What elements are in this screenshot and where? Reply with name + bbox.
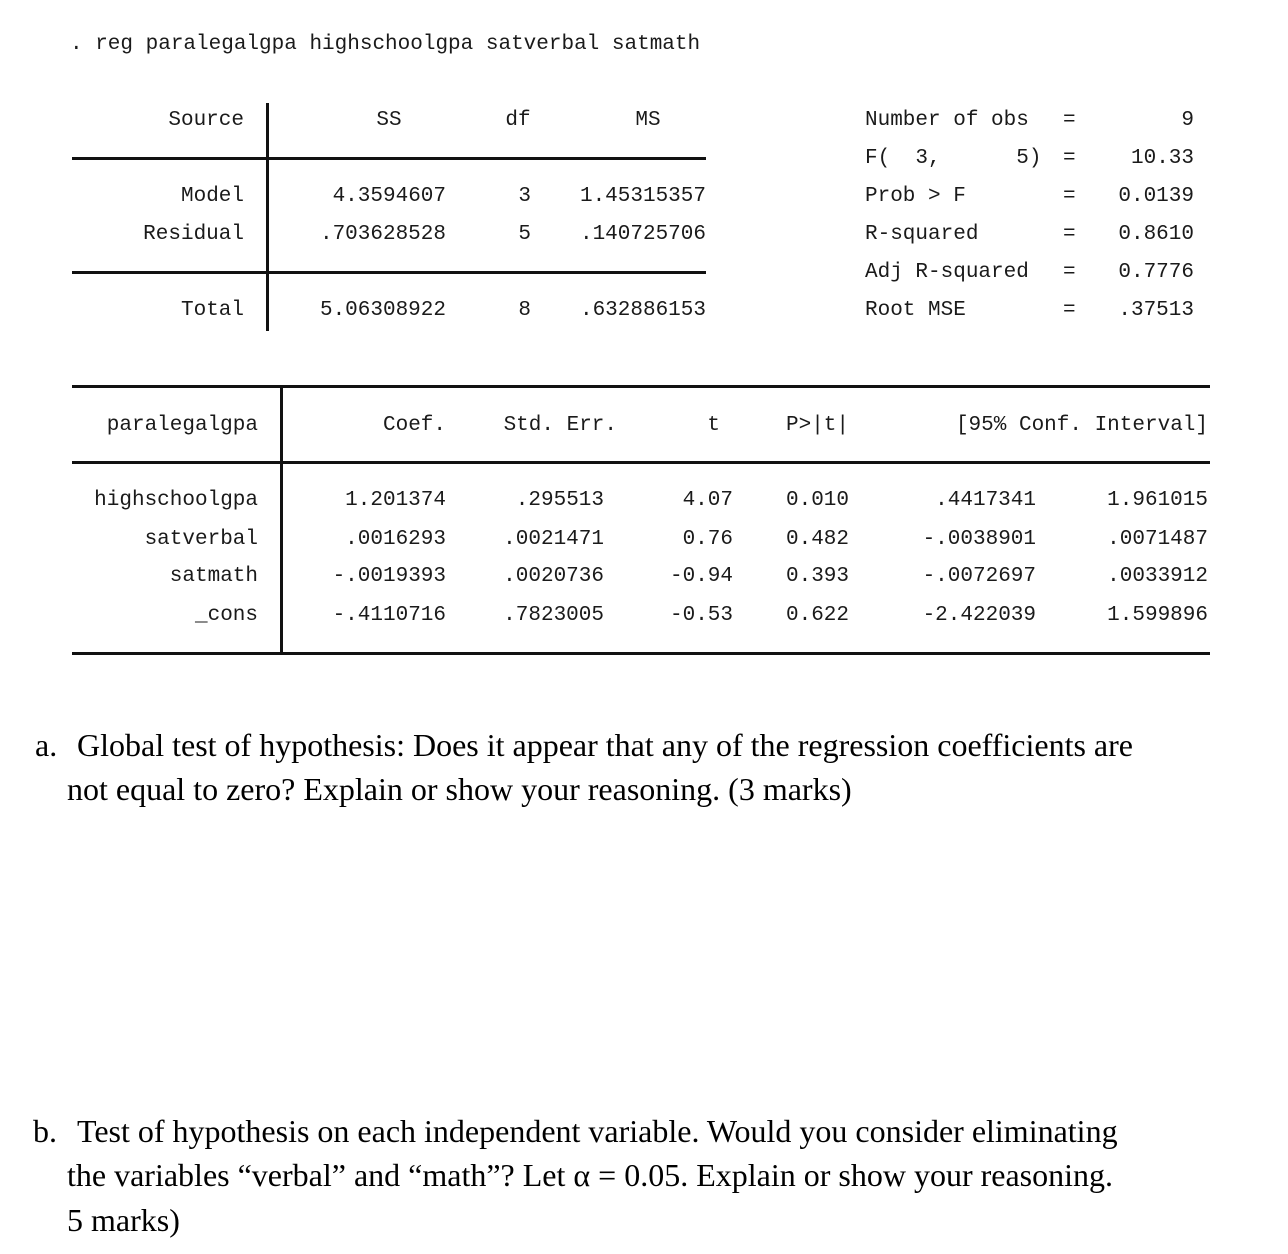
header-t: t — [707, 414, 720, 437]
stat-equals: = — [1063, 185, 1076, 208]
question-text-line: not equal to zero? Explain or show your reasoning. (3 marks) — [67, 771, 852, 807]
anova-df-cell: 3 — [518, 185, 531, 208]
stat-label: F( 3, 5) — [865, 147, 1042, 170]
stat-value: 10.33 — [1130, 147, 1194, 170]
stat-equals: = — [1063, 223, 1076, 246]
header-depvar: paralegalgpa — [106, 414, 258, 437]
question-text-line: the variables “verbal” and “math”? Let α = 0.05. Explain or show your reasoning. — [67, 1157, 1114, 1193]
stderr-cell: .0020736 — [503, 565, 604, 588]
t-stat-cell: 4.07 — [682, 489, 733, 512]
header-coef: Coef. — [382, 414, 446, 437]
anova-total-source: Total — [180, 299, 244, 322]
question-text-line: Global test of hypothesis: Does it appear that any of the regression coefficients are — [77, 727, 1133, 763]
stderr-cell: .295513 — [515, 489, 604, 512]
stat-label: Number of obs — [865, 109, 1029, 132]
ci-lower-cell: .4417341 — [935, 489, 1036, 512]
anova-header-rule — [72, 157, 706, 160]
stat-label: Prob > F — [865, 185, 966, 208]
ci-upper-cell: 1.961015 — [1107, 489, 1208, 512]
ci-lower-cell: -.0072697 — [922, 565, 1036, 588]
stat-label: R-squared — [865, 223, 979, 246]
question-marker: a. — [35, 727, 58, 763]
header-df: df — [505, 109, 531, 132]
anova-divider — [266, 103, 269, 331]
var-name-cell: highschoolgpa — [94, 489, 258, 512]
anova-source-cell: Residual — [143, 223, 244, 246]
question-marker: b. — [33, 1113, 57, 1149]
stat-value: 9 — [1181, 109, 1194, 132]
header-pvalue: P>|t| — [785, 414, 849, 437]
anova-source-cell: Model — [180, 185, 244, 208]
header-ms: MS — [635, 109, 661, 132]
anova-df-cell: 5 — [518, 223, 531, 246]
stat-value: 0.7776 — [1118, 261, 1194, 284]
coef-divider — [280, 386, 283, 654]
var-name-cell: satmath — [169, 565, 258, 588]
anova-total-rule — [72, 271, 706, 274]
anova-total-df: 8 — [518, 299, 531, 322]
stat-equals: = — [1063, 147, 1076, 170]
coef-cell: -.4110716 — [332, 604, 446, 627]
stat-value: .37513 — [1118, 299, 1194, 322]
anova-total-ss: 5.06308922 — [319, 299, 446, 322]
question-text-line: Test of hypothesis on each independent variable. Would you consider eliminating — [77, 1113, 1118, 1149]
header-stderr: Std. Err. — [503, 414, 617, 437]
p-value-cell: 0.393 — [785, 565, 849, 588]
command-line: . reg paralegalgpa highschoolgpa satverbal satmath — [70, 33, 701, 56]
stat-value: 0.8610 — [1118, 223, 1194, 246]
t-stat-cell: -0.53 — [669, 604, 733, 627]
stderr-cell: .0021471 — [503, 528, 604, 551]
stat-value: 0.0139 — [1118, 185, 1194, 208]
header-conf-interval: [95% Conf. Interval] — [955, 414, 1208, 437]
var-name-cell: satverbal — [144, 528, 258, 551]
stat-label: Adj R-squared — [865, 261, 1029, 284]
ci-lower-cell: -.0038901 — [922, 528, 1036, 551]
stat-equals: = — [1063, 261, 1076, 284]
anova-ms-cell: .140725706 — [579, 223, 706, 246]
ci-upper-cell: 1.599896 — [1107, 604, 1208, 627]
stat-equals: = — [1063, 299, 1076, 322]
anova-ss-cell: .703628528 — [319, 223, 446, 246]
coef-top-rule — [72, 385, 1210, 388]
p-value-cell: 0.482 — [785, 528, 849, 551]
ci-lower-cell: -2.422039 — [922, 604, 1036, 627]
p-value-cell: 0.622 — [785, 604, 849, 627]
header-source: Source — [168, 109, 244, 132]
stderr-cell: .7823005 — [503, 604, 604, 627]
coef-cell: -.0019393 — [332, 565, 446, 588]
t-stat-cell: 0.76 — [682, 528, 733, 551]
anova-ss-cell: 4.3594607 — [332, 185, 446, 208]
stat-label: Root MSE — [865, 299, 966, 322]
ci-upper-cell: .0071487 — [1107, 528, 1208, 551]
coef-cell: 1.201374 — [345, 489, 446, 512]
coef-header-rule — [72, 461, 1210, 464]
var-name-cell: _cons — [194, 604, 258, 627]
anova-ms-cell: 1.45315357 — [579, 185, 706, 208]
ci-upper-cell: .0033912 — [1107, 565, 1208, 588]
header-ss: SS — [376, 109, 402, 132]
t-stat-cell: -0.94 — [669, 565, 733, 588]
question-text-line: 5 marks) — [67, 1202, 180, 1238]
anova-total-ms: .632886153 — [579, 299, 706, 322]
p-value-cell: 0.010 — [785, 489, 849, 512]
stat-equals: = — [1063, 109, 1076, 132]
coef-cell: .0016293 — [345, 528, 446, 551]
coef-bottom-rule — [72, 652, 1210, 655]
